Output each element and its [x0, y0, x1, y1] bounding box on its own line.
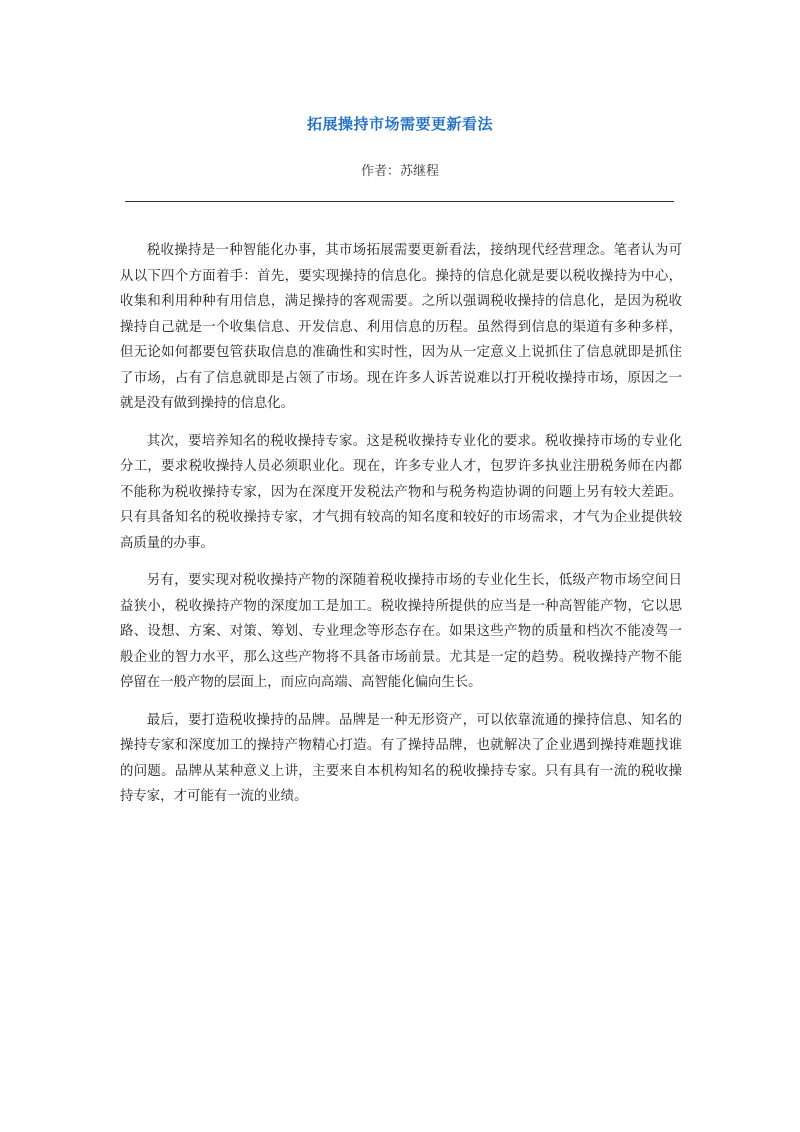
title-divider: [125, 201, 674, 202]
document-author: 作者：苏继程: [360, 164, 439, 179]
paragraph-3: 另有，要实现对税收操持产物的深随着税收操持市场的专业化生长，低级产物市场空间日益狭小，税收操持产物的深度加工是加工。税收操持所提供的应当是一种高智能产物，它以思路、设想、方案、对策、筹划、专业理念等形态存在。如果这些产物的质量和档次不能凌驾一般企业的智力水平，那么这些产物将不具备市场前景。尤其是一定的趋势。税收操持产物不能停留在一般产物的层面上，而应向高端、高智能化偏向生长。: [120, 573, 682, 690]
paragraph-1: 税收操持是一种智能化办事，其市场拓展需要更新看法，接纳现代经营理念。笔者认为可从以下四个方面着手：首先，要实现操持的信息化。操持的信息化就是要以税收操持为中心，收集和利用种种有用信息，满足操持的客观需要。之所以强调税收操持的信息化，是因为税收操持自己就是一个收集信息、开发信息、利用信息的历程。虽然得到信息的渠道有多种多样，但无论如何都要包管获取信息的准确性和实时性，因为从一定意义上说抓住了信息就即是抓住了市场，占有了信息就即是占领了市场。现在许多人诉苦说难以打开税收操持市场，原因之一就是没有做到操持的信息化。: [120, 243, 682, 411]
document-title: 拓展操持市场需要更新看法: [306, 115, 493, 133]
paragraph-4: 最后，要打造税收操持的品牌。品牌是一种无形资产，可以依靠流通的操持信息、知名的操持专家和深度加工的操持产物精心打造。有了操持品牌，也就解决了企业遇到操持难题找谁的问题。品牌从某种意义上讲，主要来自本机构知名的税收操持专家。只有具有一流的税收操持专家，才可能有一流的业绩。: [120, 712, 682, 804]
document-body: [120, 238, 682, 822]
paragraph-2: 其次，要培养知名的税收操持专家。这是税收操持专业化的要求。税收操持市场的专业化分工，要求税收操持人员必须职业化。现在，许多专业人才，包罗许多执业注册税务师在内都不能称为税收操持专家，因为在深度开发税法产物和与税务构造协调的问题上另有较大差距。只有具备知名的税收操持专家，才气拥有较高的知名度和较好的市场需求，才气为企业提供较高质量的办事。: [120, 433, 682, 551]
